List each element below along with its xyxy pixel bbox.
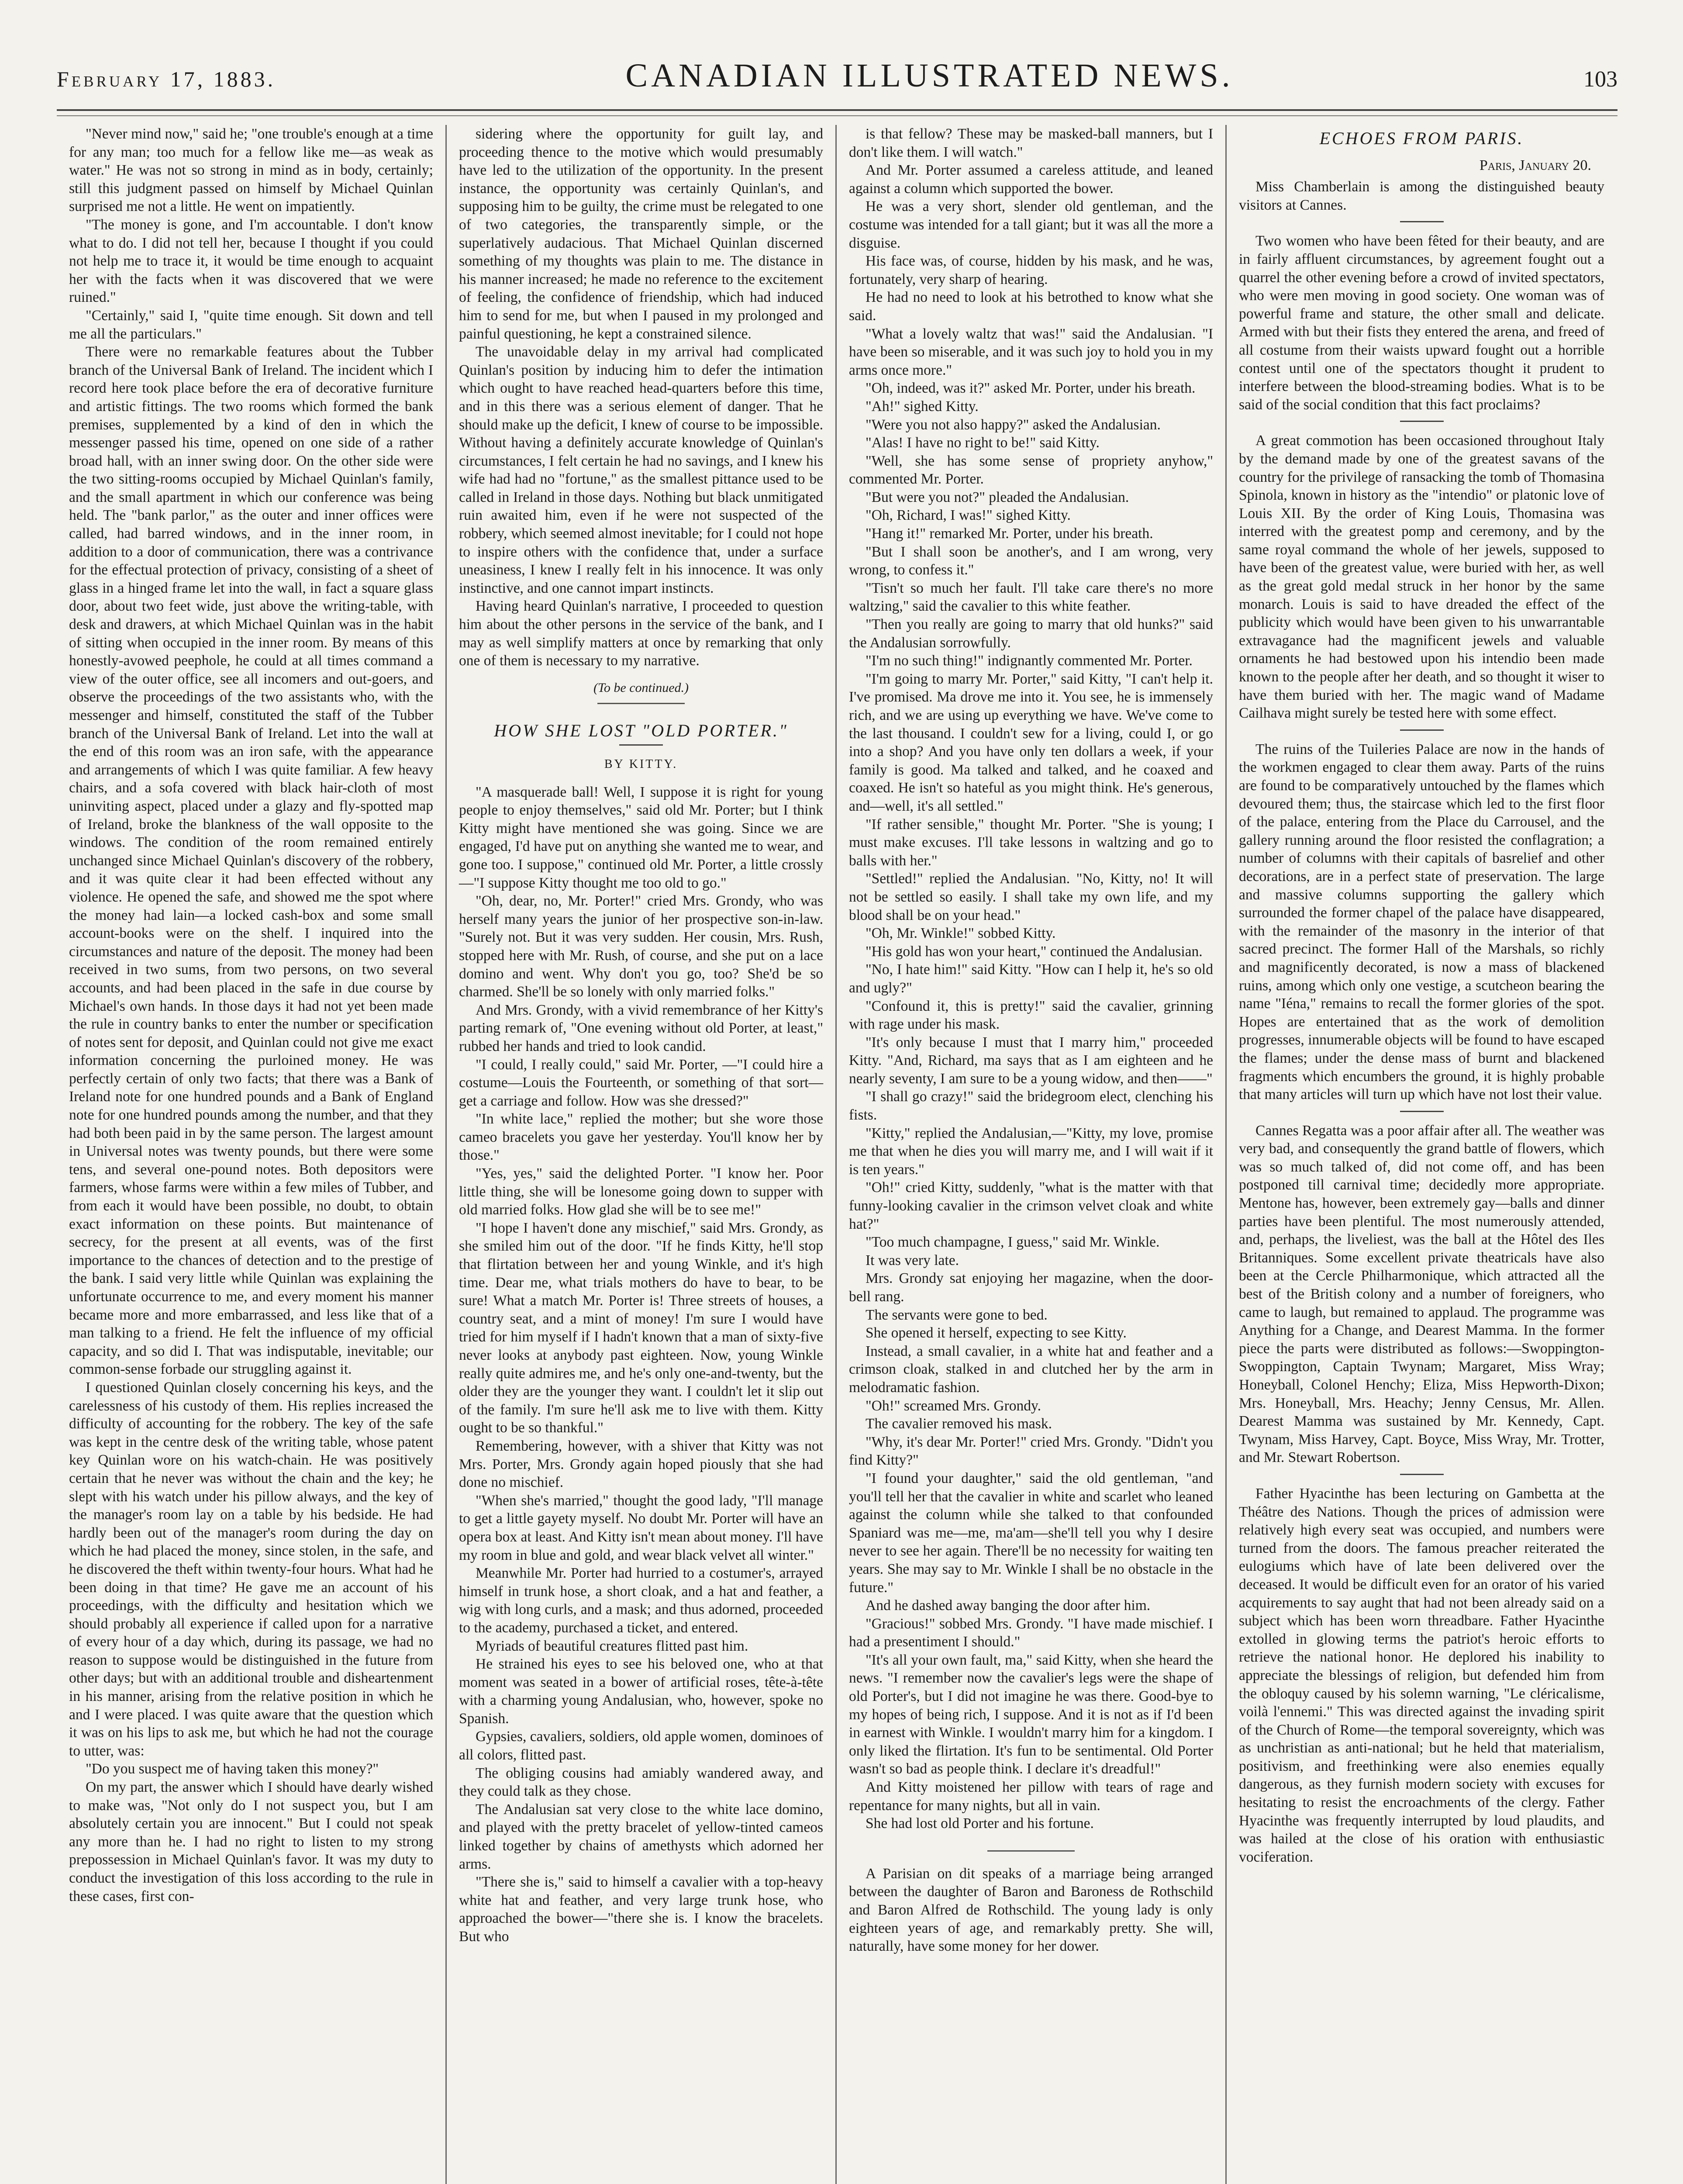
story-paragraph: The obliging cousins had amiably wandered away, and they could talk as they chose. [459, 1765, 823, 1800]
story-paragraph: "When she's married," thought the good lady, "I'll manage to get a little gayety myself. No doubt Mr. Porter will have an opera box at least. And Kitty isn't mean about money. I'll have my room in blue and gold, and wear black velvet all winter." [459, 1492, 823, 1563]
story-paragraph: "I could, I really could," said Mr. Porter, —"I could hire a costume—Louis the Fourteenth, or something of that sort—get a carriage and follow. How was she dressed?" [459, 1056, 823, 1109]
article-paragraph: sidering where the opportunity for guilt lay, and proceeding thence to the motive which would presumably have led to the utilization of the opportunity. In the present instance, the opportunity was certainly Quinlan's, and supposing him to be guilty, the crime must be relegated to one of two categories, the transparently simple, or the superlatively audacious. That Michael Quinlan discerned something of my thoughts was plain to me. The distance in his manner increased; he made no reference to the excitement of feeling, the confidence of friendship, which had induced him to send for me, but when I paused in my prolonged and painful questioning, he kept a constrained silence. [459, 126, 823, 342]
story-paragraph: And Kitty moistened her pillow with tears of rage and repentance for many nights, but all in vain. [849, 1779, 1213, 1814]
article-paragraph: "Certainly," said I, "quite time enough. Sit down and tell me all the particulars." [69, 307, 433, 342]
masthead-rule [57, 115, 1617, 116]
to-be-continued: (To be continued.) [593, 680, 689, 695]
echoes-body [1239, 178, 1604, 1866]
story-paragraph: "It's only because I must that I marry him," proceeded Kitty. "And, Richard, ma says that as I am eighteen and he nearly seventy, I am sure to be a young widow, and then——" [849, 1034, 1213, 1087]
story-paragraph: "I shall go crazy!" said the bridegroom elect, clenching his fists. [849, 1089, 1213, 1123]
story-paragraph: "What a lovely waltz that was!" said the Andalusian. "I have been so miserable, and it was such joy to hold you in my arms once more." [849, 325, 1213, 378]
story-paragraph: And Mr. Porter assumed a careless attitude, and leaned against a column which supported the bower. [849, 162, 1213, 197]
story-paragraph: is that fellow? These may be masked-ball manners, but I don't like them. I will watch." [849, 126, 1213, 160]
article-paragraph: "Do you suspect me of having taken this money?" [86, 1761, 379, 1777]
story-paragraph: "Oh, dear, no, Mr. Porter!" cried Mrs. Grondy, who was herself many years the junior of her prospective son-in-law. "Surely not. But it was very sudden. Her cousin, Mrs. Rush, stopped here with Mr. Rush, of course, and she put on a lace domino and went. Why don't you go, too? She'd be so charmed. She'll be so lonely with only married folks." [459, 893, 823, 1000]
item-divider [1400, 221, 1444, 222]
serial-story-continuation [459, 125, 823, 670]
section-divider [987, 1850, 1075, 1852]
story-paragraph: "It's all your own fault, ma," said Kitty, when she heard the news. "I remember now the cavalier's legs were the shape of old Porter's, but I did not imagine he was there. Good-bye to my hopes of being rich, I suppose. And it is not as if I'd been in earnest with Winkle. I wouldn't marry him for a kingdom. I only liked the flirtation. It's fun to be sentimental. Old Porter wasn't so bad as people think. I declare it's dreadful!" [849, 1652, 1213, 1777]
story-title: HOW SHE LOST "OLD PORTER." [494, 721, 788, 741]
story-paragraph: "Hang it!" remarked Mr. Porter, under his breath. [866, 525, 1153, 542]
story-paragraph: Instead, a small cavalier, in a white hat and feather and a crimson cloak, stalked in and clutched her by the arm in melodramatic fashion. [849, 1343, 1213, 1396]
title-rule [619, 744, 663, 746]
echoes-paragraph: Father Hyacinthe has been lecturing on Gambetta at the Théâtre des Nations. Though the prices of admission were relatively high every seat was occupied, and numbers were turned from the doors. The famous preacher reiterated the eulogiums which have of late been delivered over the deceased. It would be difficult even for an orator of his varied acquirements to say aught that had not been already said on a subject which has been worn threadbare. Father Hyacinthe extolled in glowing terms the patriot's heroic efforts to retrieve the national honor. He deplored his inability to appreciate the blessings of religion, but defended him from the obloquy caused by his solemn warning, "Le cléricalisme, voilà l'ennemi." This was directed against the invading spirit of the Church of Rome—the temporal sovereignty, which was as unchristian as anti-national; but he held that materialism, positivism, and freethinking were also enemies equally dangerous, as they furnish modern society with excuses for hesitating to resist the encroachments of the clergy. Father Hyacinthe was frequently interrupted by loud plaudits, and was hailed at the close of his oration with enthusiastic vociferation. [1239, 1485, 1604, 1865]
story-paragraph: "No, I hate him!" said Kitty. "How can I help it, he's so old and ugly?" [849, 961, 1213, 996]
story-paragraph: She opened it herself, expecting to see Kitty. [866, 1325, 1127, 1341]
story-paragraph: "Oh!" cried Kitty, suddenly, "what is the matter with that funny-looking cavalier in the crimson velvet cloak and white hat?" [849, 1179, 1213, 1232]
story-paragraph: Meanwhile Mr. Porter had hurried to a costumer's, arrayed himself in trunk hose, a short cloak, and a hat and feather, a wig with long curls, and a mask; and thus adorned, proceeded to the academy, purchased a ticket, and entered. [459, 1565, 823, 1636]
story-paragraph: She had lost old Porter and his fortune. [866, 1815, 1094, 1832]
story-paragraph: Mrs. Grondy sat enjoying her magazine, when the door-bell rang. [849, 1270, 1213, 1305]
echoes-paragraph: Miss Chamberlain is among the distinguished beauty visitors at Cannes. [1239, 179, 1604, 213]
story-paragraph: "I found your daughter," said the old gentleman, "and you'll tell her that the cavalier in white and scarlet who leaned against the column while she talked to that confounded Spaniard was me—me, ma'am—she'll tell you why I desire never to see her again. There'll be no necessity for waiting ten years. She may say to Mr. Winkle I shall be no obstacle in the future." [849, 1470, 1213, 1596]
item-divider [1400, 1111, 1444, 1112]
story-paragraph: "Tisn't so much her fault. I'll take care there's no more waltzing," said the cavalier to this white feather. [849, 580, 1213, 615]
story-paragraph: "Well, she has some sense of propriety anyhow," commented Mr. Porter. [849, 453, 1213, 487]
article-paragraph: "Never mind now," said he; "one trouble's enough at a time for any man; too much for a fellow like me—as weak as water." He was not so strong in mind as in body, certainly; still this judgment passed on himself by Michael Quinlan surprised me not a little. He went on impatiently. [69, 126, 433, 215]
story-paragraph: His face was, of course, hidden by his mask, and he was, fortunately, very sharp of hearing. [849, 253, 1213, 287]
article-paragraph: The unavoidable delay in my arrival had complicated Quinlan's position by inducing him to defer the intimation which ought to have reached head-quarters before this time, and in this there was a serious element of danger. That he should make up the deficit, I knew of course to be impossible. Without having a definitely accurate knowledge of Quinlan's circumstances, I felt certain he had no savings, and I knew his wife had had no "fortune," as the smallest pittance used to be called in Ireland in those days. Nothing but black unmitigated ruin awaited him, even if he were not suspected of the robbery, which seemed almost inevitable; for I could not hope to inspire others with the confidence that, under a surface uneasiness, I knew I really felt in his innocence. It was only instinctive, and one cannot impart instincts. [459, 344, 823, 596]
story-paragraph: "Why, it's dear Mr. Porter!" cried Mrs. Grondy. "Didn't you find Kitty?" [849, 1434, 1213, 1469]
story-body [459, 783, 823, 1946]
section-title: ECHOES FROM PARIS. [1319, 128, 1524, 148]
story-paragraph: Myriads of beautiful creatures flitted past him. [476, 1638, 748, 1654]
story-paragraph: Gypsies, cavaliers, soldiers, old apple women, dominoes of all colors, flitted past. [459, 1728, 823, 1763]
story-paragraph: Remembering, however, with a shiver that Kitty was not Mrs. Porter, Mrs. Grondy again hoped piously that she had done no mischief. [459, 1438, 823, 1491]
story-paragraph: The servants were gone to bed. [866, 1306, 1048, 1323]
story-paragraph: "Confound it, this is pretty!" said the cavalier, grinning with rage under his mask. [849, 998, 1213, 1033]
article-paragraph: "The money is gone, and I'm accountable. I don't know what to do. I did not tell her, because I thought if you could not help me to trace it, it would be time enough to acquaint her with the facts when it was discovered that we were ruined." [69, 216, 433, 306]
article-paragraph: On my part, the answer which I should have dearly wished to make was, "Not only do I not suspect you, but I am absolutely certain you are innocent." But I could not speak any more than he. I had no right to listen to my strong prepossession in Michael Quinlan's favor. It was my duty to conduct the investigation of this loss according to the rule in these cases, first con- [69, 1779, 433, 1904]
issue-date: February 17, 1883. [57, 67, 276, 91]
columns [57, 125, 1617, 2184]
story-paragraph: "But I shall soon be another's, and I am wrong, very wrong, to confess it." [849, 543, 1213, 578]
story-paragraph: "Oh!" screamed Mrs. Grondy. [866, 1397, 1041, 1414]
story-paragraph: And Mrs. Grondy, with a vivid remembrance of her Kitty's parting remark of, "One evening without old Porter, at least," rubbed her hands and tried to look candid. [459, 1002, 823, 1054]
section-divider [597, 703, 685, 704]
story-paragraph: "Settled!" replied the Andalusian. "No, Kitty, no! It will not be settled so easily. I shall take my own life, and my blood shall be on your head." [849, 871, 1213, 923]
story-paragraph: "Gracious!" sobbed Mrs. Grondy. "I have made mischief. I had a presentiment I should." [849, 1615, 1213, 1650]
story-paragraph: "Ah!" sighed Kitty. [866, 398, 979, 415]
echoes-paragraph: A great commotion has been occasioned throughout Italy by the demand made by one of the greatest savans of the country for the privilege of ransacking the tomb of Thomasina Spinola, known in history as the "intendio" or platonic love of Louis XII. By the order of King Louis, Thomasina was interred with the greatest pomp and ceremony, and by the same royal command the whole of her jewels, supposed to have been of the greatest value, were buried with her, as well as the great gold medal struck in her honor by the same monarch. Louis is said to have dreaded the effect of the publicity which would have been given to his unwarrantable extravagance had the magnificent jewels and valuable ornaments he had bestowed upon his intendio been made known to the people after her death, and so thought it wiser to have them buried with her. The magic wand of Madame Cailhava might surely be tested here with some effect. [1239, 432, 1604, 722]
item-divider [1400, 729, 1444, 731]
story-paragraph: "Too much champagne, I guess," said Mr. Winkle. [866, 1234, 1160, 1251]
story-paragraph: "A masquerade ball! Well, I suppose it is right for young people to enjoy themselves," said old Mr. Porter; but I think Kitty might have mentioned she was going. Since we are engaged, I'd have put on anything she wanted me to wear, and gone too. I suppose," continued old Mr. Porter, a little crossly—"I suppose Kitty thought me too old to go." [459, 784, 823, 891]
echoes-paragraph: The ruins of the Tuileries Palace are now in the hands of the workmen engaged to clear them away. Parts of the ruins are found to be comparatively untouched by the flames which devoured them; thus, the staircase which led to the first floor of the palace, entering from the Place du Carrousel, and the gallery running around the floor resisted the conflagration; a number of columns with their capitals of basrelief and other decorations, are in a perfect state of preservation. The large and massive columns supporting the gallery which surrounded the former chapel of the palace have disappeared, with the remainder of the masonry in the interior of that sacred precinct. The former Hall of the Marshals, so richly and magnificently decorated, is now a mass of blackened ruins, among which only one vestige, a scutcheon bearing the name "Iéna," remains to recall the former glories of the spot. Hopes are entertained that as the work of demolition progresses, innumerable objects will be found to have escaped the flames; under the dense mass of burnt and blackened fragments which encumbers the ground, it is highly probable that many articles will turn up which have not lost their value. [1239, 741, 1604, 1103]
story-paragraph: "Yes, yes," said the delighted Porter. "I know her. Poor little thing, she will be lonesome going down to supper with old married folks. How glad she will be to see me!" [459, 1165, 823, 1218]
story-paragraph: "In white lace," replied the mother; but she wore those cameo bracelets you gave her yesterday. You'll know her by those." [459, 1111, 823, 1164]
story-paragraph: And he dashed away banging the door after him. [866, 1597, 1151, 1614]
story-paragraph: "I hope I haven't done any mischief," said Mrs. Grondy, as she smiled him out of the door. "If he finds Kitty, he'll stop that flirtation between her and young Winkle, and it's high time. Dear me, what trials mothers do have to bear, to be sure! What a match Mr. Porter is! Three streets of houses, a country seat, and a mint of money! I'm sure I would have tried for him myself if I hadn't known that a man of sixty-five never looks at anybody past eighteen. Now, young Winkle really quite admires me, and he's only one-and-twenty, but the older they are the younger they want. I couldn't let it slip out of the family. I'm sure he'll ask me to live with them. Kitty ought to be so thankful." [459, 1220, 823, 1436]
article-paragraph: Having heard Quinlan's narrative, I proceeded to question him about the other persons in the service of the bank, and I may as well simplify matters at once by remarking that only one of them is necessary to my narrative. [459, 598, 823, 669]
newspaper-title: CANADIAN ILLUSTRATED NEWS. [625, 57, 1234, 94]
article-paragraph: I questioned Quinlan closely concerning his keys, and the carelessness of his custody of them. His replies increased the difficulty of accounting for the robbery. The key of the safe was kept in the centre desk of the writing table, whose patent key Quinlan wore on his watch-chain. He was positively certain that he never was without the chain and the key; he slept with his watch under his pillow always, and the key of the manager's room lay on a table by his bedside. He had hardly been out of the manager's room during the day on which he had placed the money, since stolen, in the safe, and he discovered the theft within twenty-four hours. What had he been doing in that time? He gave me an account of his proceedings, with the difficulty and hesitation which we should probably all experience if called upon for a narrative of every hour of a day which, during its passage, we had no reason to suppose would be distinguished in the future from other days; but with an additional trouble and disheartenment in his manner, arising from the relative position in which he and I were placed. I was quite aware that the question which it was on his lips to ask me, but which he had not the courage to utter, was: [69, 1379, 433, 1759]
column-1 [57, 125, 447, 2184]
story-paragraph: "Then you really are going to marry that old hunks?" said the Andalusian sorrowfully. [849, 616, 1213, 651]
item-divider [1400, 1474, 1444, 1475]
story-paragraph: "Oh, Richard, I was!" sighed Kitty. [866, 507, 1071, 524]
column-2 [447, 125, 837, 2184]
story-paragraph: "Alas! I have no right to be!" said Kitty. [866, 435, 1100, 451]
story-paragraph: "His gold has won your heart," continued the Andalusian. [866, 943, 1203, 960]
masthead [57, 57, 1617, 111]
story-paragraph: The cavalier removed his mask. [866, 1416, 1052, 1432]
dateline: Paris, January 20. [1479, 157, 1591, 173]
story-paragraph: "Oh, indeed, was it?" asked Mr. Porter, under his breath. [866, 380, 1196, 397]
story-paragraph: "I'm going to marry Mr. Porter," said Kitty, "I can't help it. I've promised. Ma drove me into it. You see, he is immensely rich, and we are using up everything we have. We've come to the last thousand. I couldn't sew for a living, could I, or go into a shop? And you have only ten dollars a week, if your family is good. Ma talked and talked, and he coaxed and coaxed. He isn't so hateful as you might think. He's generous, and—well, it's all settled." [849, 670, 1213, 814]
story-paragraph: "But were you not?" pleaded the Andalusian. [866, 489, 1129, 505]
story-paragraph: He had no need to look at his betrothed to know what she said. [849, 289, 1213, 324]
column-3 [837, 125, 1227, 2184]
story-paragraph: "Oh, Mr. Winkle!" sobbed Kitty. [866, 925, 1056, 942]
item-divider [1400, 421, 1444, 422]
echoes-paragraph: Cannes Regatta was a poor affair after all. The weather was very bad, and consequently the grand battle of flowers, which was so much talked of, did not come off, and has been postponed till carnival time; decidedly more appropriate. Mentone has, however, been extremely gay—balls and dinner parties have been plentiful. The most numerously attended, and, perhaps, the liveliest, was the ball at the Hôtel des Iles Britanniques. Some excellent private theatricals have also been at the Cercle Philharmonique, which attracted all the best of the British colony and a number of foreigners, who came to laugh, but remained to applaud. The programme was Anything for a Change, and Dearest Mamma. In the former piece the parts were distributed as follows:—Swoppington-Swoppington, Captain Twynam; Margaret, Miss Wray; Honeyball, Colonel Henchy; Eliza, Miss Hepworth-Dixon; Mrs. Honeyball, Mrs. Heachy; Jenny Census, Mr. Allen. Dearest Mamma was sustained by Mr. Kennedy, Capt. Twynam, Miss Harvey, Capt. Boyce, Miss Wray, Mr. Trotter, and Mr. Stewart Robertson. [1239, 1122, 1604, 1466]
article-paragraph: There were no remarkable features about the Tubber branch of the Universal Bank of Ireland. The incident which I record here took place before the era of decorative furniture and artistic fittings. The two rooms which formed the bank premises, supplemented by a kind of den in which the messenger passed his time, opened on one side of a rather broad hall, with an inner swing door. On the other side were the two sitting-rooms occupied by Michael Quinlan's family, and the small apartment in which our conference was being held. The "bank parlor," as the outer and inner offices were called, had barred windows, and in the inner room, in addition to a door of communication, there was a contrivance for the effectual protection of privacy, consisting of a sheet of glass in a hinged frame let into the wall, in fact a square glass door, about two feet wide, just above the writing-table, with desk and drawers, at which Michael Quinlan was in the habit of sitting when occupied in the inner room. By means of this honestly-avowed peephole, he could at all times command a view of the outer office, see all incomers and out-goers, and observe the proceedings of the two assistants who, with the messenger and himself, constituted the staff of the Tubber branch of the Universal Bank of Ireland. Let into the wall at the end of this room was an iron safe, with the appearance and arrangements of which I was quite familiar. A few heavy chairs, and a sofa covered with black hair-cloth of most uninviting aspect, placed under a glazy and fly-spotted map of Ireland, broke the blankness of the wall opposite to the windows. The condition of the room remained entirely unchanged since Michael Quinlan's discovery of the robbery, and it was quite clear it had been effected without any violence. He opened the safe, and showed me the spot where the money had lain—a locked cash-box and some small account-books were on the shelf. I inquired into the circumstances and nature of the deposit. The money had been received in two sums, from two persons, on two several accounts, and had been placed in the safe in due course by Michael's own hands. In those days it had not yet been made the rule in country banks to enter the number or specification of notes sent for deposit, and Quinlan could not give me exact information concerning the purloined money. He was perfectly certain of only two facts; that there was a Bank of Ireland note for one hundred pounds and a Bank of England note for one hundred pounds among the number, and that they had both been paid in by the same person. The largest amount in Universal notes was twenty pounds, but there were some tens, and several one-pound notes. Both depositors were farmers, whose farms were within a few miles of Tubber, and from each it would have been possible, no doubt, to obtain exact information on these points. But maintenance of secrecy, for the present at all events, was of the first importance to the chances of detection and to the prestige of the bank. I said very little while Quinlan was explaining the unfortunate occurrence to me, and every moment his manner became more and more embarrassed, and less like that of a man talking to a friend. He felt the influence of my official capacity, and so did I. That was indisputable, inevitable; our common-sense forbade our struggling against it. [69, 344, 433, 1378]
page-number: 103 [1583, 67, 1617, 92]
rothschild-item: A Parisian on dit speaks of a marriage being arranged between the daughter of Baron and Baroness de Rothschild and Baron Alfred de Rothschild. The young lady is only eighteen years of age, and remarkably pretty. She will, naturally, have some money for her dower. [849, 1865, 1213, 1955]
story-paragraph: "Kitty," replied the Andalusian,—"Kitty, my love, promise me that when he dies you will marry me, and I will wait if it is ten years." [849, 1125, 1213, 1178]
story-paragraph: He was a very short, slender old gentleman, and the costume was intended for a tall giant; but it was all the more a disguise. [849, 198, 1213, 251]
story-paragraph: "I'm no such thing!" indignantly commented Mr. Porter. [866, 653, 1193, 669]
story-paragraph: It was very late. [866, 1252, 959, 1268]
story-paragraph: He strained his eyes to see his beloved one, who at that moment was seated in a bower of artificial roses, tête-à-tête with a charming young Andalusian, who, however, spoke no Spanish. [459, 1656, 823, 1727]
story-paragraph: "Were you not also happy?" asked the Andalusian. [866, 416, 1161, 433]
story-body-continued [849, 125, 1213, 1833]
byline: BY KITTY. [604, 757, 678, 771]
story-paragraph: The Andalusian sat very close to the white lace domino, and played with the pretty bracelet of yellow-tinted cameos linked together by chains of amethysts which adorned her arms. [459, 1801, 823, 1872]
column-4 [1227, 125, 1617, 2184]
story-paragraph: "There she is," said to himself a cavalier with a top-heavy white hat and feather, and very large trunk hose, who approached the bower—"there she is. I know the bracelets. But who [459, 1874, 823, 1945]
story-paragraph: "If rather sensible," thought Mr. Porter. "She is young; I must make excuses. I'll take lessons in waltzing and go to balls with her." [849, 816, 1213, 869]
echoes-paragraph: Two women who have been fêted for their beauty, and are in fairly affluent circumstances, by agreement fought out a quarrel the other evening before a crowd of invited spectators, who were men moving in good society. One woman was of powerful frame and stature, the other small and delicate. Armed with but their fists they entered the arena, and freed of all costume from their waists upward fought out a horrible contest until one of the spectators thought it prudent to interfere between the blood-streaming bodies. What is to be said of the social condition that this fact proclaims? [1239, 233, 1604, 413]
